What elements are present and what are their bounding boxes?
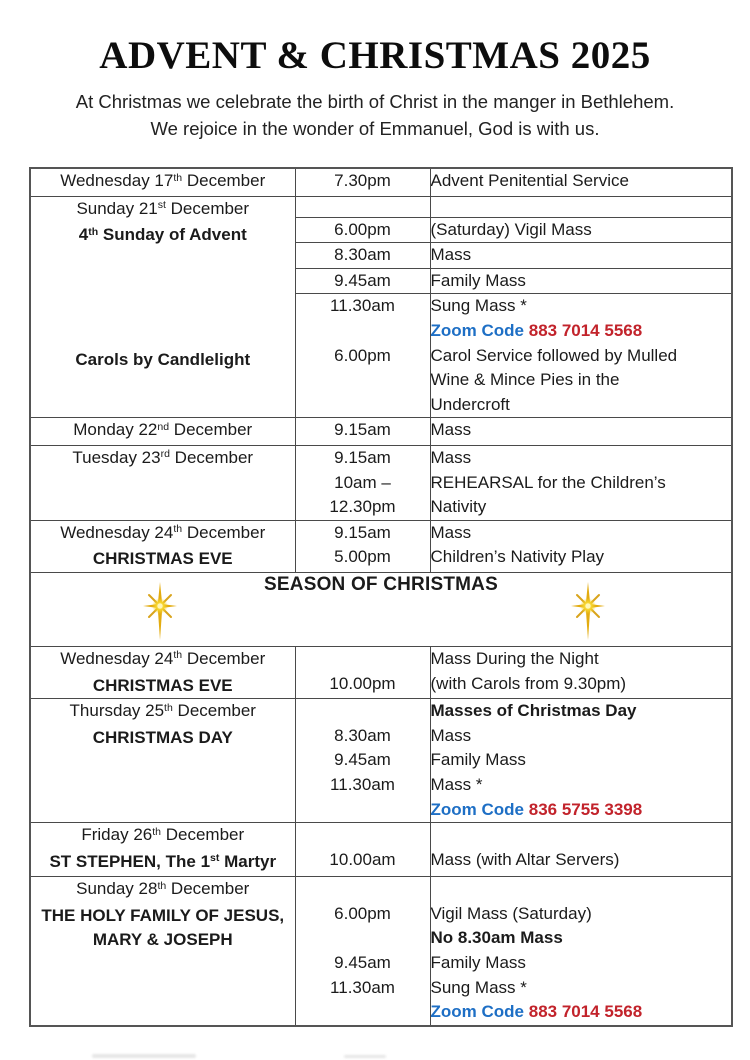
time-cell: 8.30am 9.45am 11.30am	[295, 699, 430, 823]
cutoff-text-fragment	[92, 1054, 196, 1058]
zoom-code-number: 836 5755 3398	[528, 799, 643, 819]
time-cell: 6.00pm 9.45am 11.30am	[295, 877, 430, 1026]
zoom-code-number: 883 7014 5568	[528, 1002, 643, 1022]
intro-line: At Christmas we celebrate the birth of Christ in the manger in Bethlehem.	[75, 91, 675, 112]
intro-line: We rejoice in the wonder of Emmanuel, God is with us.	[150, 118, 600, 139]
season-banner-row	[30, 572, 732, 646]
page-title: ADVENT & CHRISTMAS 2025	[99, 34, 651, 77]
ordinal-superscript: st	[210, 852, 220, 865]
date-cell	[30, 520, 295, 572]
date-cell	[30, 196, 295, 418]
bethlehem-star-icon	[134, 578, 186, 642]
intro-text	[0, 88, 750, 142]
table-row	[30, 520, 732, 572]
table-row	[30, 823, 732, 877]
time-cell: 8.30am	[295, 243, 430, 269]
ordinal-superscript: rd	[160, 448, 170, 461]
time-cell: 11.30am 6.00pm	[295, 294, 430, 418]
table-row	[30, 168, 732, 196]
zoom-code-label: Zoom Code	[430, 799, 524, 819]
cutoff-text-fragment	[344, 1055, 386, 1058]
ordinal-superscript: th	[152, 825, 161, 838]
date-line: Thursday 25th December	[69, 701, 256, 721]
ordinal-superscript: th	[173, 649, 183, 662]
date-cell: Monday 22nd December	[30, 418, 295, 446]
date-cell	[30, 646, 295, 698]
feast-line: CHRISTMAS EVE	[92, 675, 233, 695]
date-cell	[30, 877, 295, 1026]
date-line: Sunday 28th December	[76, 879, 250, 899]
ordinal-superscript: nd	[157, 420, 170, 433]
carols-by-candlelight-label: Carols by Candlelight	[75, 349, 251, 369]
time-cell: 9.45am	[295, 268, 430, 294]
date-cell	[30, 823, 295, 877]
feast-line: THE HOLY FAMILY OF JESUS,	[41, 905, 285, 925]
table-row	[30, 877, 732, 1026]
date-line: Sunday 21st December	[76, 198, 250, 218]
ordinal-superscript: th	[157, 879, 167, 892]
feast-line: CHRISTMAS DAY	[92, 727, 233, 747]
table-row	[30, 418, 732, 446]
date-cell	[30, 445, 295, 520]
table-row	[30, 196, 732, 217]
time-cell	[295, 196, 430, 217]
zoom-code-number: 883 7014 5568	[528, 320, 643, 340]
zoom-code-label: Zoom Code	[430, 1002, 524, 1022]
schedule-table	[29, 167, 733, 1027]
table-row	[30, 646, 732, 698]
date-cell	[30, 699, 295, 823]
date-line: Wednesday 24th December	[60, 648, 266, 668]
ordinal-superscript: th	[173, 523, 183, 536]
ordinal-superscript: th	[88, 225, 99, 238]
date-line: Wednesday 24th December	[60, 522, 266, 542]
time-cell: 9.15am 10am – 12.30pm	[295, 445, 430, 520]
detail-cell: Sung Mass * Zoom Code 883 7014 5568 Carol Service followed by Mulled Wine & Mince Pies in the Undercroft	[430, 294, 732, 418]
time-cell: 9.15am	[295, 418, 430, 446]
time-cell: 9.15am 5.00pm	[295, 520, 430, 572]
season-banner-label: SEASON OF CHRISTMAS	[264, 573, 498, 595]
detail-cell: Family Mass	[430, 268, 732, 294]
detail-cell: Mass During the Night (with Carols from 9.30pm)	[430, 646, 732, 698]
ordinal-superscript: st	[157, 199, 166, 212]
time-cell: 10.00am	[295, 823, 430, 877]
season-banner	[30, 572, 732, 646]
zoom-code-line	[431, 319, 732, 344]
detail-cell: Vigil Mass (Saturday) No 8.30am Mass Family Mass Sung Mass * Zoom Code 883 7014 5568	[430, 877, 732, 1026]
date-cell: Wednesday 17th December	[30, 168, 295, 196]
time-cell: 6.00pm	[295, 217, 430, 243]
feast-line: CHRISTMAS EVE	[92, 549, 233, 569]
detail-cell: Mass	[430, 418, 732, 446]
table-row	[30, 699, 732, 823]
feast-line: 4th Sunday of Advent	[78, 225, 247, 245]
detail-cell: Masses of Christmas Day Mass Family Mass Mass * Zoom Code 836 5755 3398	[430, 699, 732, 823]
feast-line: MARY & JOSEPH	[92, 930, 233, 950]
feast-line: ST STEPHEN, The 1st Martyr	[49, 851, 277, 871]
detail-cell: Mass Children’s Nativity Play	[430, 520, 732, 572]
zoom-code-line	[431, 1000, 732, 1025]
zoom-code-label: Zoom Code	[430, 320, 524, 340]
zoom-code-line	[431, 798, 732, 823]
ordinal-superscript: th	[173, 171, 183, 184]
detail-cell: Mass REHEARSAL for the Children’s Nativity	[430, 445, 732, 520]
date-line: Tuesday 23rd December	[72, 447, 254, 467]
time-cell: 10.00pm	[295, 646, 430, 698]
table-row	[30, 445, 732, 520]
time-cell: 7.30pm	[295, 168, 430, 196]
detail-cell: Advent Penitential Service	[430, 168, 732, 196]
bethlehem-star-icon	[562, 578, 614, 642]
detail-cell: Mass (with Altar Servers)	[430, 823, 732, 877]
detail-cell: (Saturday) Vigil Mass	[430, 217, 732, 243]
detail-cell: Mass	[430, 243, 732, 269]
date-line: Friday 26th December	[81, 825, 245, 845]
detail-cell	[430, 196, 732, 217]
ordinal-superscript: th	[164, 701, 173, 714]
